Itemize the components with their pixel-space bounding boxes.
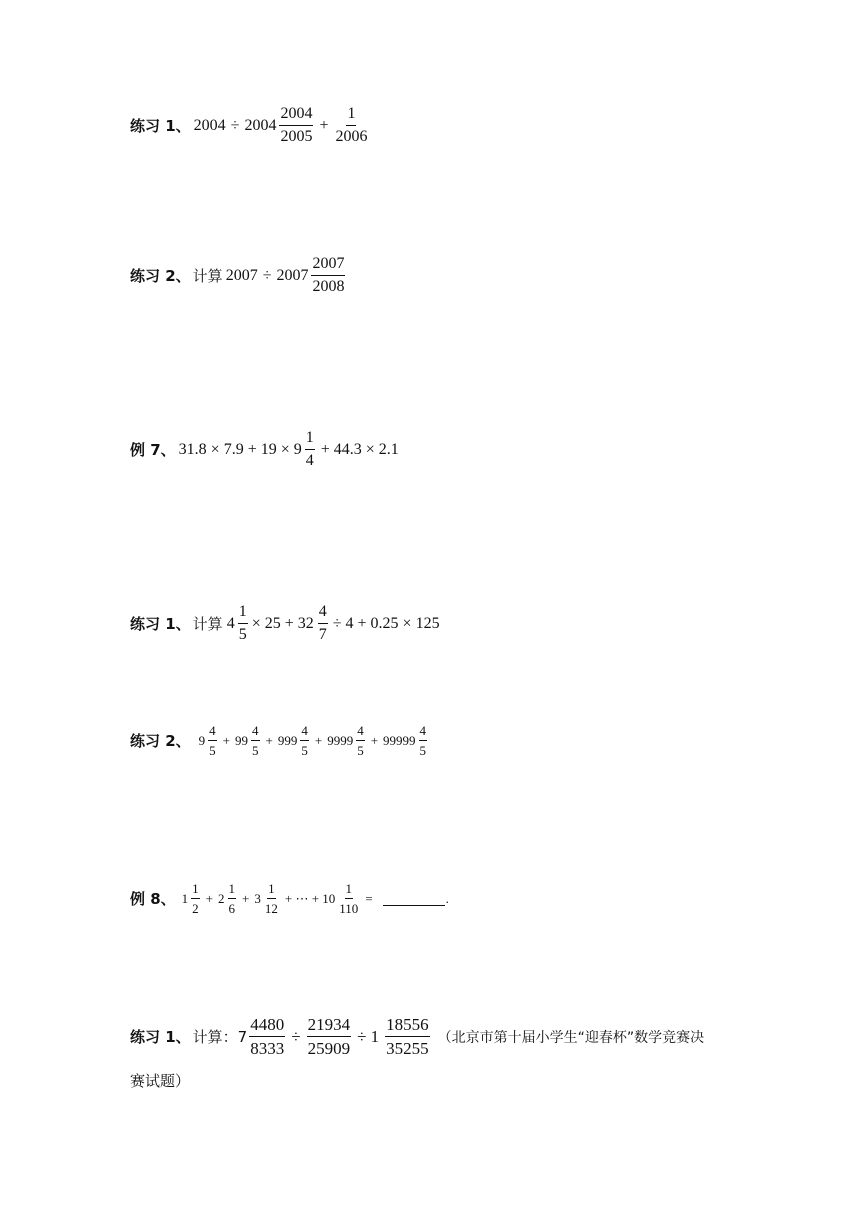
- denominator: 6: [228, 900, 236, 916]
- plus-sign: +: [319, 116, 329, 134]
- numerator: 4: [356, 724, 365, 741]
- fraction: [356, 724, 365, 757]
- example-8: [130, 882, 450, 915]
- numerator: 4: [318, 604, 328, 624]
- plus-sign: +: [314, 732, 323, 748]
- numerator: 4: [419, 724, 428, 741]
- numerator: 1: [305, 430, 315, 450]
- fraction: [338, 882, 359, 915]
- source-note-continued: 赛试题）: [130, 1072, 191, 1090]
- fraction: [228, 882, 237, 915]
- denominator: 12: [264, 900, 278, 916]
- fraction: [249, 1016, 285, 1058]
- fraction: [307, 1016, 352, 1058]
- denominator: 4: [305, 451, 314, 469]
- whole-part: 2: [218, 890, 225, 906]
- problem-label: 练习 1、: [130, 117, 191, 136]
- whole-part: 2007: [276, 266, 309, 284]
- fraction: [191, 882, 200, 915]
- divide-sign: ÷: [230, 116, 240, 134]
- numerator: 1: [238, 604, 248, 624]
- operand: 2007: [225, 266, 258, 284]
- whole-part: 1: [181, 890, 189, 906]
- whole-part: 9999: [327, 732, 354, 748]
- problem-2: [130, 256, 347, 296]
- numerator: 4: [300, 724, 309, 741]
- whole-part: 99999: [383, 732, 416, 748]
- denominator: 5: [238, 625, 247, 643]
- whole-part: 9: [198, 732, 206, 748]
- problem-label: 练习 2、: [130, 267, 191, 286]
- fraction: [300, 724, 309, 757]
- fraction: [419, 724, 428, 757]
- compute-word: 计算: [192, 615, 223, 634]
- plus-sign: +: [370, 732, 379, 748]
- numerator: 18556: [385, 1016, 430, 1037]
- fraction: [385, 1016, 430, 1058]
- problem-4: [130, 604, 441, 644]
- expression: × 25 + 32: [251, 614, 314, 632]
- whole-part: 4: [226, 614, 235, 632]
- fraction: [318, 604, 328, 644]
- fraction: [238, 604, 248, 644]
- fraction: [311, 256, 345, 296]
- plus-sign: +: [265, 732, 273, 748]
- numerator: 1: [345, 882, 354, 899]
- denominator: 35255: [386, 1038, 429, 1058]
- ellipsis-expression: + ⋯ + 10: [284, 890, 336, 906]
- fraction: [208, 724, 217, 757]
- fraction: [279, 106, 313, 146]
- numerator: 2007: [311, 256, 345, 276]
- denominator: 110: [339, 900, 359, 916]
- plus-sign: +: [222, 732, 231, 748]
- expression: ÷ 4 + 0.25 × 125: [332, 614, 440, 632]
- divide-expression: ÷ 1: [357, 1026, 380, 1046]
- denominator: 5: [419, 742, 427, 758]
- fraction: [334, 106, 368, 146]
- whole-part: 99: [235, 732, 249, 748]
- problem-label: 例 7、: [130, 441, 176, 460]
- numerator: 1: [267, 882, 276, 899]
- denominator: 5: [301, 742, 308, 758]
- denominator: 2008: [312, 277, 345, 295]
- example-7: [130, 430, 400, 470]
- compute-prefix: 计算：7: [192, 1028, 248, 1047]
- denominator: 5: [252, 742, 259, 758]
- problem-label: 练习 1、: [130, 1028, 191, 1047]
- problem-1: [130, 106, 370, 146]
- divide-sign: ÷: [262, 266, 272, 284]
- numerator: 4480: [249, 1016, 285, 1037]
- expression: + 44.3 × 2.1: [320, 440, 399, 458]
- divide-sign: ÷: [291, 1026, 301, 1046]
- problem-7: [130, 1016, 704, 1058]
- problem-label: 例 8、: [130, 890, 176, 909]
- problem-label: 练习 2、: [130, 732, 191, 751]
- plus-sign: +: [242, 890, 250, 906]
- denominator: 2005: [280, 127, 313, 145]
- denominator: 2006: [335, 127, 368, 145]
- plus-sign: +: [205, 890, 214, 906]
- problem-label: 练习 1、: [130, 615, 191, 634]
- operand: 2004: [193, 116, 226, 134]
- denominator: 2: [192, 900, 199, 916]
- denominator: 8333: [250, 1038, 285, 1058]
- numerator: 2004: [279, 106, 313, 126]
- whole-part: 2004: [244, 116, 277, 134]
- fraction: [251, 724, 260, 757]
- whole-part: 999: [277, 732, 298, 748]
- numerator: 1: [191, 882, 200, 899]
- denominator: 7: [318, 625, 327, 643]
- fraction: [264, 882, 279, 915]
- source-note: （北京市第十届小学生“迎春杯”数学竞赛决: [437, 1029, 705, 1046]
- period: .: [445, 890, 449, 906]
- numerator: 4: [208, 724, 217, 741]
- whole-part: 3: [254, 890, 261, 906]
- problem-5: [130, 724, 429, 757]
- denominator: 25909: [307, 1038, 351, 1058]
- numerator: 1: [346, 106, 356, 126]
- fraction: [305, 430, 315, 470]
- compute-word: 计算: [192, 267, 223, 286]
- numerator: 21934: [307, 1016, 352, 1037]
- expression: 31.8 × 7.9 + 19 × 9: [178, 440, 302, 458]
- equals-sign: =: [365, 890, 373, 906]
- numerator: 4: [251, 724, 260, 741]
- denominator: 5: [357, 742, 364, 758]
- numerator: 1: [228, 882, 237, 899]
- denominator: 5: [209, 742, 216, 758]
- answer-blank: [383, 891, 445, 906]
